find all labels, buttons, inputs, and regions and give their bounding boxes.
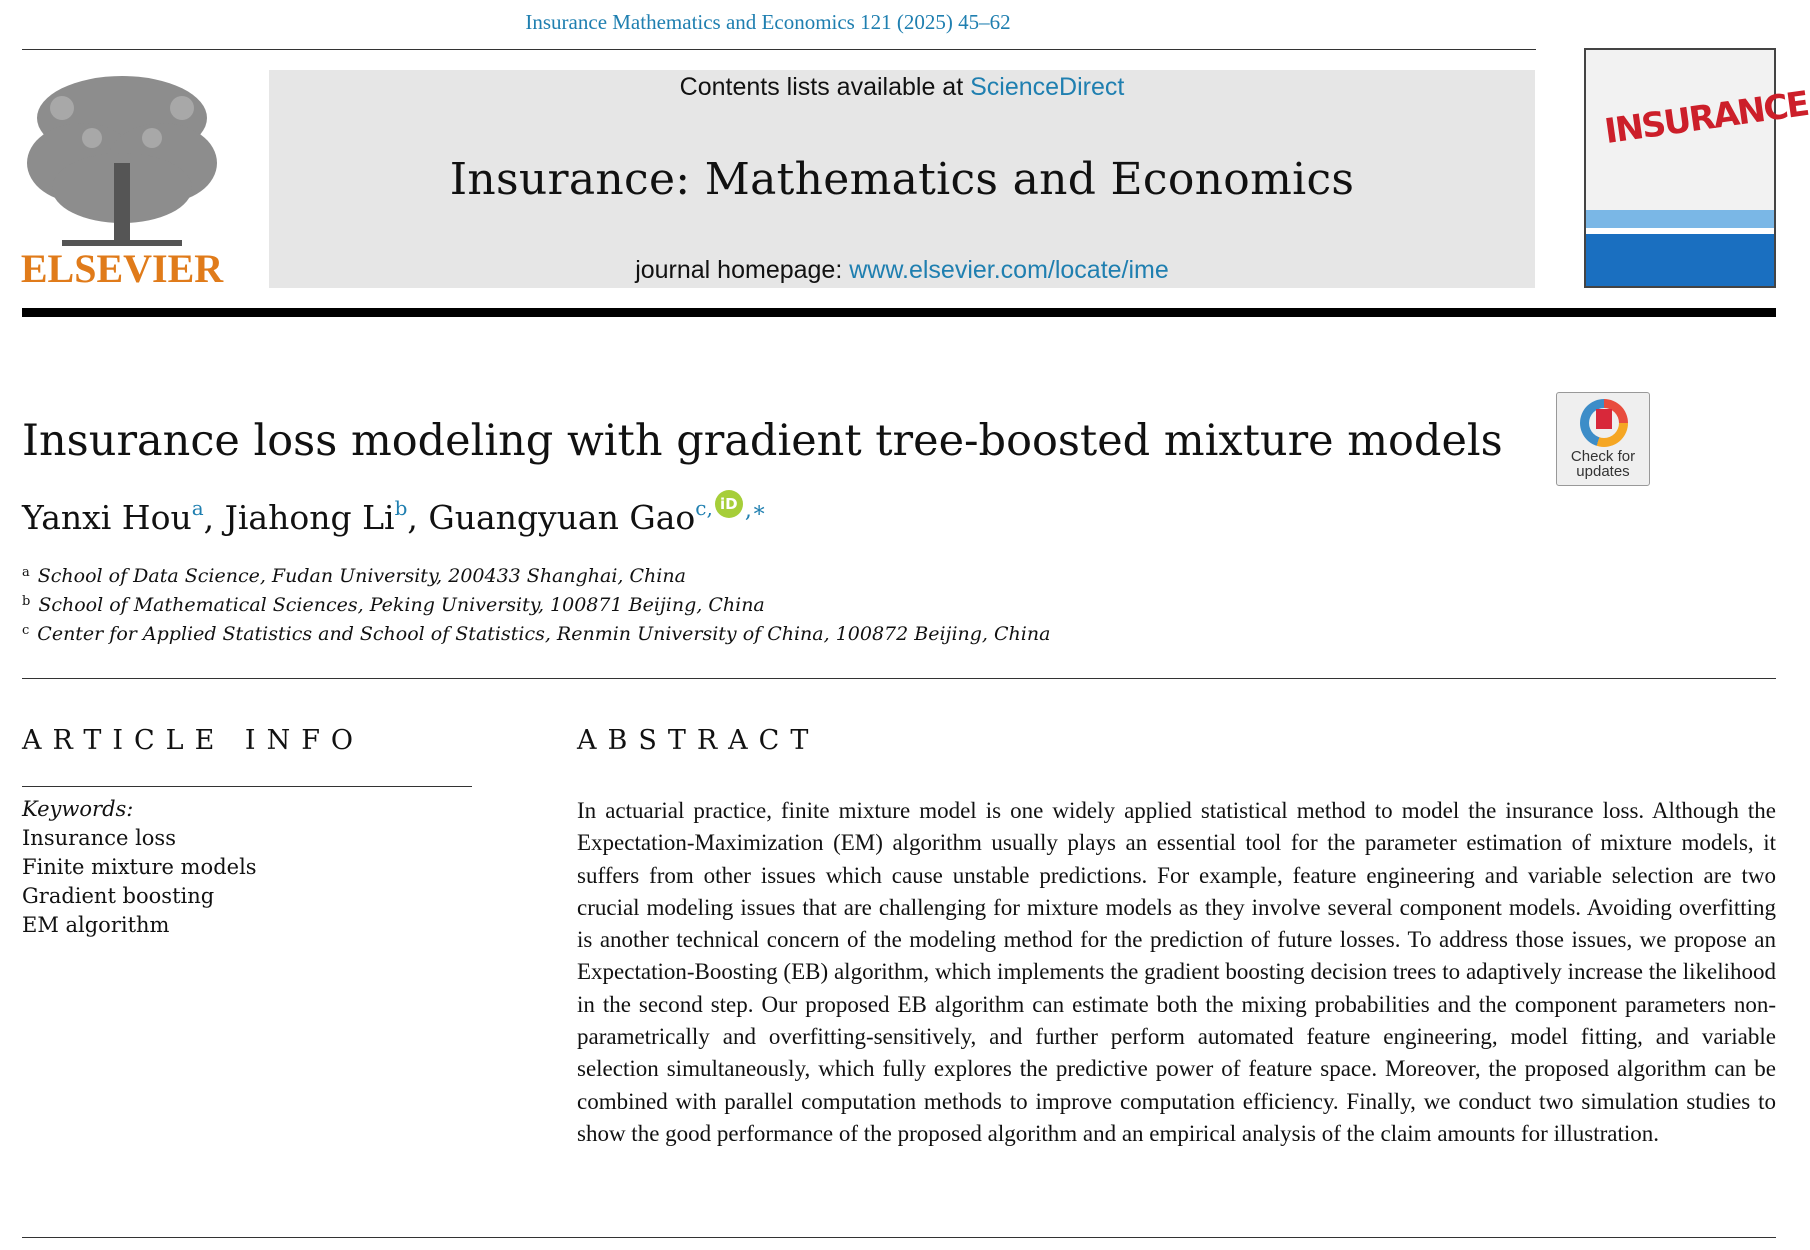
crossmark-icon [1580, 399, 1628, 447]
affiliation-item: $^b$ School of Mathematical Sciences, Peking University, 100871 Beijing, China [22, 594, 765, 616]
journal-citation[interactable]: Insurance Mathematics and Economics 121 (2025) 45–62 [525, 10, 1011, 34]
keywords-list [22, 795, 257, 940]
keyword-item: Gradient boosting [22, 884, 215, 908]
affiliation-marker[interactable]: b [394, 496, 408, 520]
affiliation-marker[interactable]: a [191, 496, 204, 520]
orcid-icon[interactable]: iD [715, 490, 743, 518]
cover-band [1586, 210, 1774, 228]
author-name[interactable]: Jiahong Li [224, 498, 395, 537]
bottom-divider [22, 1237, 1776, 1238]
journal-homepage-link[interactable]: www.elsevier.com/locate/ime [849, 256, 1169, 284]
author-name[interactable]: Yanxi Hou [22, 498, 192, 537]
keyword-item: Finite mixture models [22, 855, 257, 879]
abstract-text: In actuarial practice, finite mixture model is one widely applied statistical method to model the insurance loss. Although the Expectation-Maximization (EM) algorithm usually plays an essential tool for the parameter estimation of mixture models, it suffers from other issues which cause unstable predictions. For example, feature engineering and variable selection are two crucial modeling issues that are challenging for mixture models as they involve several component models. Avoiding overfitting is another technical concern of the modeling method for the prediction of future losses. To address those issues, we propose an Expectation-Boosting (EB) algorithm, which implements the gradient boosting decision trees to adaptively increase the likelihood in the second step. Our proposed EB algorithm can estimate both the mixing probabilities and the component parameters non-parametrically and overfitting-sensitively, and further perform automated feature engineering, model fitting, and variable selection simultaneously, which fully explores the predictive power of feature space. Moreover, the proposed algorithm can be combined with parallel computation methods to improve computation efficiency. Finally, we conduct two simulation studies to show the good performance of the proposed algorithm and an empirical analysis of the claim amounts for illustration. [577, 798, 1776, 1146]
article-info-rule [22, 786, 472, 787]
check-updates-line2: updates [1576, 463, 1630, 480]
check-for-updates-badge[interactable] [1556, 392, 1650, 486]
contents-line [269, 70, 1535, 102]
abstract-heading: ABSTRACT [577, 725, 820, 756]
keyword-item: EM algorithm [22, 913, 170, 937]
affiliation-item: $^a$ School of Data Science, Fudan University, 200433 Shanghai, China [22, 565, 686, 587]
article-title: Insurance loss modeling with gradient tree-boosted mixture models [22, 416, 1503, 466]
keyword-item: Insurance loss [22, 826, 176, 850]
affiliation-marker[interactable]: c, [695, 496, 713, 520]
cover-title: INSURANCE [1602, 83, 1810, 153]
author-name[interactable]: Guangyuan Gao [428, 498, 696, 537]
journal-name: Insurance: Mathematics and Economics [449, 154, 1355, 205]
elsevier-logo[interactable] [22, 68, 222, 290]
affiliations [22, 558, 1222, 645]
section-divider [22, 678, 1776, 679]
sciencedirect-link[interactable]: ScienceDirect [970, 73, 1125, 101]
keywords-label: Keywords: [22, 797, 134, 821]
corresponding-author-marker[interactable]: ,∗ [744, 498, 767, 523]
contents-prefix: Contents lists available at [679, 73, 971, 101]
journal-header [269, 70, 1535, 288]
check-updates-line1: Check for [1570, 448, 1636, 465]
homepage-line [269, 256, 1535, 285]
homepage-prefix: journal homepage: [635, 256, 850, 284]
header-thick-rule [22, 308, 1776, 317]
author-list: Yanxi Hou$^a$, Jiahong Li$^b$, Guangyuan Gao$^{c,}$ iD ,∗ [22, 490, 767, 537]
article-info-heading: ARTICLE INFO [22, 725, 365, 756]
elsevier-wordmark: ELSEVIER [20, 246, 224, 291]
top-divider [22, 49, 1536, 50]
journal-cover-thumbnail[interactable] [1584, 48, 1810, 288]
cover-footer [1586, 234, 1774, 286]
affiliation-item: $^c$ Center for Applied Statistics and School of Statistics, Renmin University of China, 100872 Beijing, China [22, 623, 1051, 645]
